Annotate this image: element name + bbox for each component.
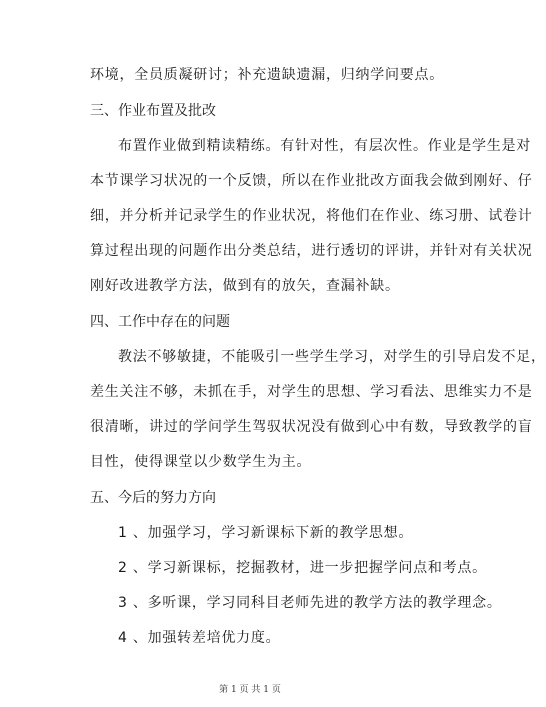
list-item: 1 、加强学习，学习新课标下新的教学思想。 <box>118 525 414 541</box>
list-item: 4 、加强转差培优力度。 <box>118 630 281 646</box>
text-line: 布置作业做到精读精练。有针对性，有层次性。作业是学生是对 <box>118 138 531 154</box>
text-line: 细，并分析并记录学生的作业状况，将他们在作业、练习册、试卷计 <box>90 208 533 224</box>
text-line: 刚好改进教学方法，做到有的放矢，查漏补缺。 <box>90 278 400 294</box>
list-item: 2 、学习新课标，挖掘教材，进一步把握学问点和考点。 <box>118 560 487 576</box>
text-line: 算过程出现的问题作出分类总结，进行透切的评讲，并针对有关状况 <box>90 243 533 259</box>
text-line: 环境，全员质凝研讨；补充遗缺遗漏，归纳学问要点。 <box>90 67 444 83</box>
text-line: 很清晰，讲过的学问学生驾驭状况没有做到心中有数，导致教学的盲 <box>90 419 533 435</box>
text-line: 差生关注不够，未抓在手，对学生的思想、学习看法、思维实力不是 <box>90 384 533 400</box>
section-heading: 五、今后的努力方向 <box>90 490 216 506</box>
text-line: 本节课学习状况的一个反馈，所以在作业批改方面我会做到刚好、仔 <box>90 173 533 189</box>
section-heading: 四、工作中存在的问题 <box>90 314 230 330</box>
section-heading: 三、作业布置及批改 <box>90 103 216 119</box>
text-line: 目性，使得课堂以少数学生为主。 <box>90 454 312 470</box>
list-item: 3 、多听课，学习同科目老师先进的教学方法的教学理念。 <box>118 595 502 611</box>
text-line: 教法不够敏捷，不能吸引一些学生学习，对学生的引导启发不足， <box>118 349 546 365</box>
page-footer: 第 1 页 共 1 页 <box>219 685 281 695</box>
